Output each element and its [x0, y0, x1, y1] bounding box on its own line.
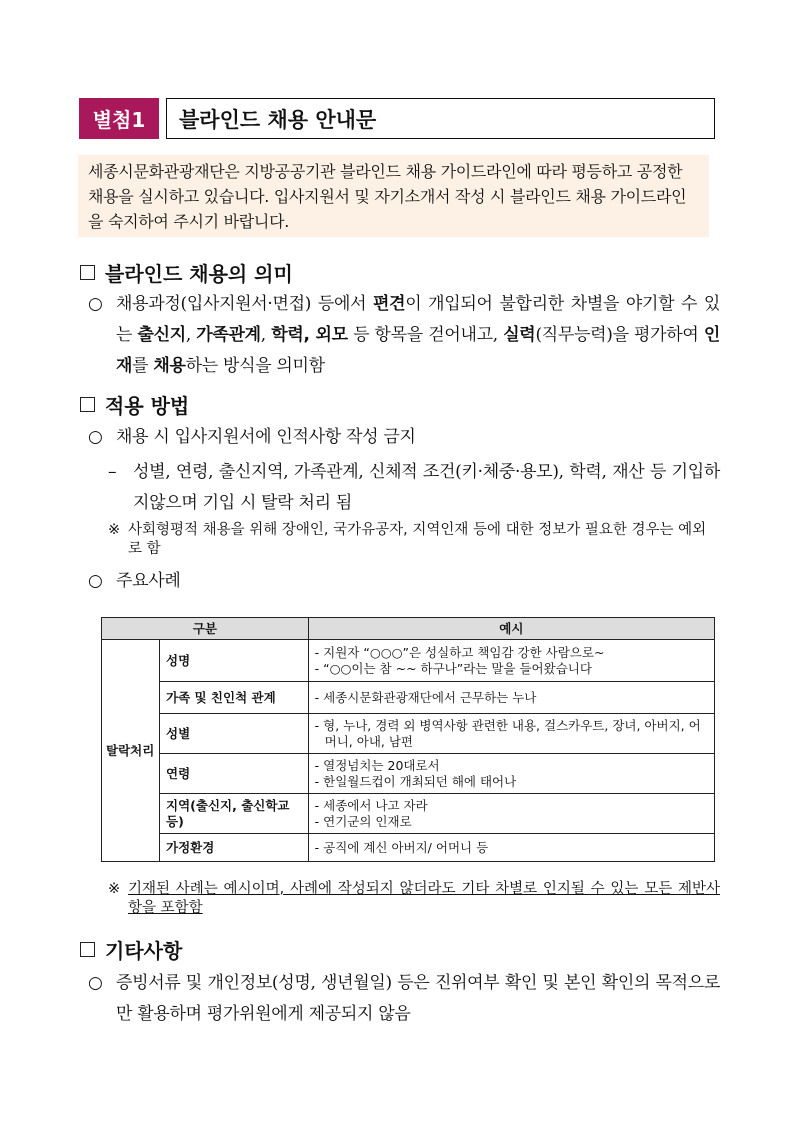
example-line: - 세종시문화관광재단에서 근무하는 누나 — [314, 689, 537, 705]
category-cell: 가족 및 친인척 관계 — [160, 682, 309, 714]
table-row — [102, 754, 715, 794]
text-segment: 채용과정(입사지원서·면접) 등에서 — [116, 294, 374, 314]
method-dash-item — [108, 457, 720, 519]
category-cell: 성명 — [160, 640, 309, 682]
note-text: 기재된 사례는 예시이며, 사례에 작성되지 않더라도 기타 차별로 인지될 수 있는 모든 제반사항을 포함함 — [128, 881, 720, 916]
section-heading-text: 블라인드 채용의 의미 — [105, 262, 293, 286]
category-cell: 성별 — [160, 714, 309, 754]
emphasis-text: 실력 — [503, 325, 536, 345]
category-cell: 연령 — [160, 754, 309, 794]
exception-note — [108, 521, 720, 559]
table-row — [102, 834, 715, 862]
example-cell — [308, 714, 714, 754]
circle-bullet-icon: ○ — [88, 973, 103, 993]
circle-bullet-icon: ○ — [88, 427, 103, 447]
text-segment: (직무능력)을 평가하여 — [535, 325, 704, 345]
example-line: - 지원자 “○○○”은 성실하고 책임감 강한 사람으로~ — [314, 644, 605, 660]
other-bullet — [88, 968, 720, 1030]
section-heading-meaning — [80, 258, 293, 287]
table-row — [102, 794, 715, 834]
example-line: - 공직에 계신 아버지/ 어머니 등 — [314, 839, 489, 855]
text-segment: , — [260, 325, 272, 345]
example-cell — [308, 682, 714, 714]
example-line: - 세종에서 나고 자라 — [314, 797, 428, 813]
bullet-text: 증빙서류 및 개인정보(성명, 생년월일) 등은 진위여부 확인 및 본인 확인의 목적으로만 활용하며 평가위원에게 제공되지 않음 — [116, 973, 720, 1024]
emphasis-text: 채용 — [153, 356, 186, 376]
table-header-category: 구분 — [102, 618, 309, 640]
document-title: 블라인드 채용 안내문 — [166, 98, 715, 139]
table-row — [102, 682, 715, 714]
emphasis-text: 편견 — [373, 294, 406, 314]
text-segment: , — [185, 325, 197, 345]
reference-mark-icon: ※ — [108, 522, 121, 538]
cases-table — [101, 617, 715, 862]
bullet-text: 주요사례 — [116, 571, 181, 591]
example-line: - “○○이는 참 ~~ 하구나”라는 말을 들어왔습니다 — [314, 660, 592, 676]
circle-bullet-icon: ○ — [88, 294, 103, 314]
meaning-text — [116, 294, 720, 376]
section-heading-method — [80, 390, 189, 419]
table-row — [102, 640, 715, 682]
example-line: - 연기군의 인재로 — [314, 813, 412, 829]
text-segment: 하는 방식을 의미함 — [185, 356, 325, 376]
meaning-paragraph — [88, 289, 720, 382]
category-cell: 지역(출신지, 출신학교 등) — [160, 794, 309, 834]
section-heading-text: 기타사항 — [105, 939, 183, 963]
emphasis-text: 학력, 외모 — [271, 325, 348, 345]
bullet-text: 채용 시 입사지원서에 인적사항 작성 금지 — [116, 427, 416, 447]
emphasis-text: 인재 — [116, 325, 720, 376]
intro-box: 세종시문화관광재단은 지방공공기관 블라인드 채용 가이드라인에 따라 평등하고 공정한 채용을 실시하고 있습니다. 입사지원서 및 자기소개서 작성 시 블라인드 채용 가이드라인을 숙지하여 주시기 바랍니다. — [78, 155, 709, 237]
example-cell — [308, 834, 714, 862]
example-line: - 형, 누나, 경력 외 병역사항 관련한 내용, 걸스카우트, 장녀, 아버지, 어머니, 아내, 남편 — [314, 717, 701, 749]
text-segment: 등 항목을 걷어내고, — [347, 325, 504, 345]
reference-mark-icon: ※ — [108, 881, 121, 897]
example-cell — [308, 754, 714, 794]
checkbox-square-icon — [80, 942, 95, 957]
section-heading-other — [80, 935, 182, 964]
example-line: - 한일월드컵이 개최되던 해에 태어나 — [314, 773, 517, 789]
circle-bullet-icon: ○ — [88, 571, 103, 591]
checkbox-square-icon — [80, 397, 95, 412]
text-segment: 를 — [132, 356, 154, 376]
dash-text: 성별, 연령, 출신지역, 가족관계, 신체적 조건(키·체중·용모), 학력, 재산 등 기입하지않으며 기입 시 탈락 처리 됨 — [133, 462, 720, 513]
example-line: - 열정넘치는 20대로서 — [314, 757, 440, 773]
emphasis-text: 출신지 — [137, 325, 186, 345]
group-cell: 탈락처리 — [102, 640, 160, 862]
checkbox-square-icon — [80, 265, 95, 280]
table-header-example: 예시 — [308, 618, 714, 640]
text-segment: 이 개입되어 불합리한 차별을 야기할 수 있는 — [116, 294, 720, 345]
example-cell — [308, 794, 714, 834]
section-heading-text: 적용 방법 — [105, 394, 190, 418]
category-cell: 가정환경 — [160, 834, 309, 862]
example-cell — [308, 640, 714, 682]
note-text: 사회형평적 채용을 위해 장애인, 국가유공자, 지역인재 등에 대한 정보가 필요한 경우는 예외로 함 — [128, 522, 707, 557]
dash-bullet-icon: – — [108, 462, 117, 482]
cases-bullet — [88, 566, 720, 597]
table-row — [102, 714, 715, 754]
method-bullet — [88, 422, 720, 453]
cases-note — [108, 880, 720, 918]
attachment-badge: 별첨1 — [79, 98, 159, 139]
emphasis-text: 가족관계 — [196, 325, 261, 345]
